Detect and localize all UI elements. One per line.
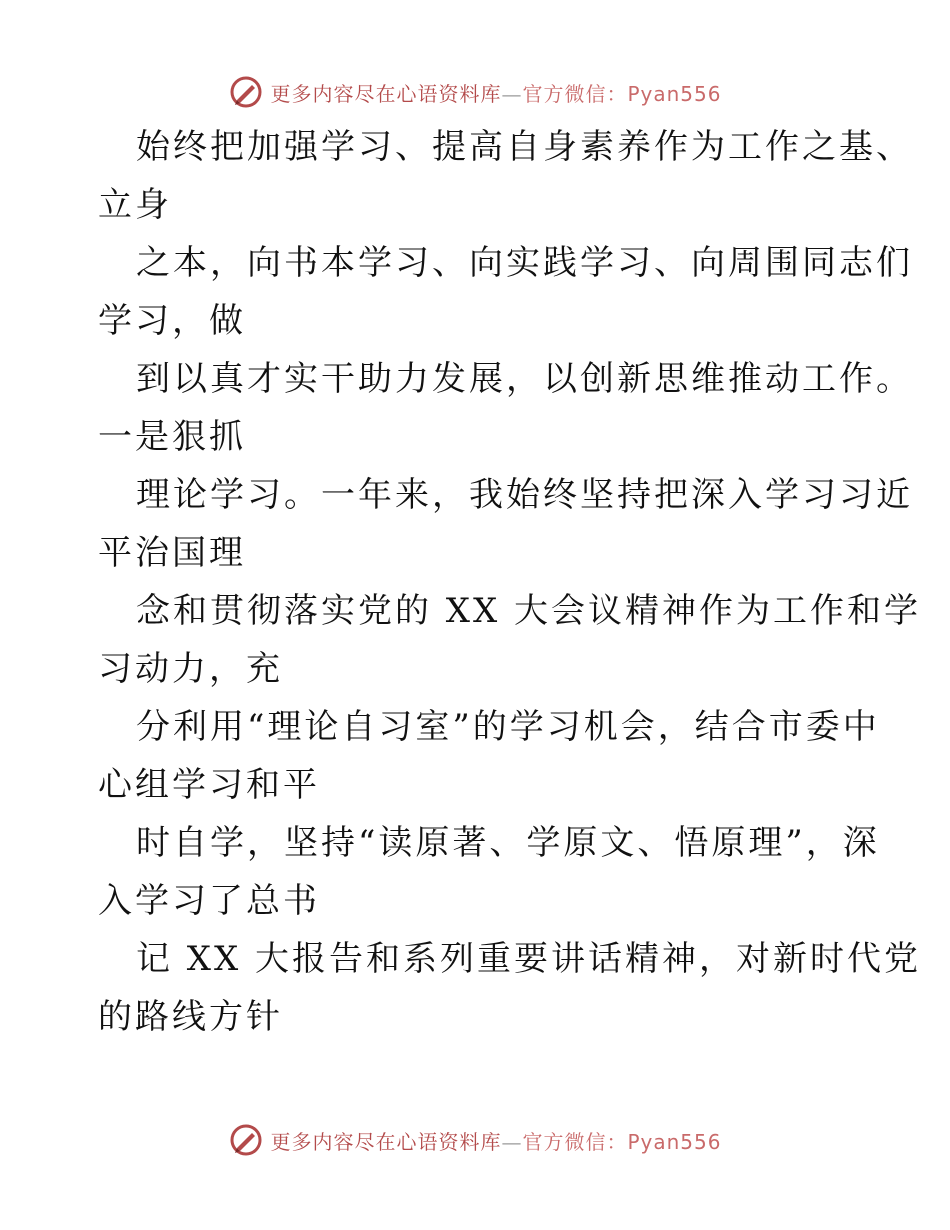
- body-line: 时自学，坚持“读原著、学原文、悟原理”，深: [136, 823, 880, 863]
- body-line: 心组学习和平: [98, 765, 320, 805]
- banner-title: 更多内容尽在心语资料库: [270, 1129, 502, 1154]
- body-line: 到以真才实干助力发展，以创新思维推动工作。: [136, 359, 913, 399]
- body-line: 学习，做: [98, 301, 246, 341]
- body-line: 的路线方针: [98, 997, 283, 1037]
- body-line: 入学习了总书: [98, 881, 320, 921]
- body-line: 习动力，充: [98, 649, 283, 689]
- banner-separator: —: [501, 1129, 523, 1154]
- banner-title: 更多内容尽在心语资料库: [270, 81, 502, 106]
- document-body: [98, 118, 922, 1046]
- body-line: 立身: [98, 185, 172, 225]
- pen-logo-icon: [228, 1122, 264, 1158]
- body-line: 一是狠抓: [98, 417, 246, 457]
- footer-banner: [0, 1118, 950, 1162]
- body-line: 念和贯彻落实党的 XX 大会议精神作为工作和学: [136, 591, 922, 631]
- body-line: 分利用“理论自习室”的学习机会，结合市委中: [136, 707, 880, 747]
- body-line: 始终把加强学习、提高自身素养作为工作之基、: [136, 127, 913, 167]
- body-line: 理论学习。一年来，我始终坚持把深入学习习近: [136, 475, 913, 515]
- pen-logo-icon: [228, 74, 264, 110]
- body-line: 之本，向书本学习、向实践学习、向周围同志们: [136, 243, 913, 283]
- banner-wechat: 官方微信：Pyan556: [522, 81, 722, 106]
- header-banner: [0, 70, 950, 114]
- body-line: 平治国理: [98, 533, 246, 573]
- banner-wechat: 官方微信：Pyan556: [522, 1129, 722, 1154]
- banner-separator: —: [501, 81, 523, 106]
- body-line: 记 XX 大报告和系列重要讲话精神，对新时代党: [136, 939, 922, 979]
